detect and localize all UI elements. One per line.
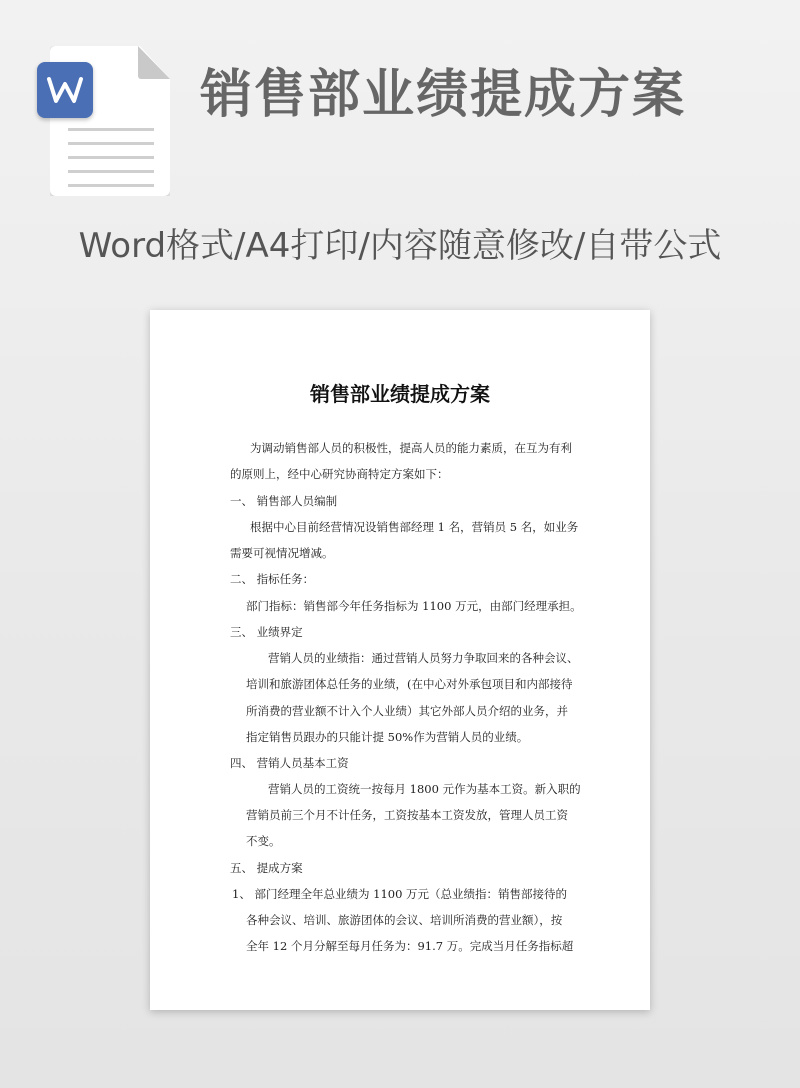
document-line: 二、 指标任务： bbox=[230, 572, 315, 586]
document-line: 四、 营销人员基本工资 bbox=[230, 756, 349, 770]
document-line: 的原则上，经中心研究协商特定方案如下： bbox=[230, 467, 449, 481]
document-preview bbox=[150, 310, 650, 1010]
document-line: 三、 业绩界定 bbox=[230, 625, 303, 639]
document-line: 指定销售员跟办的只能计提 50%作为营销人员的业绩。 bbox=[246, 730, 529, 744]
page-title: 销售部业绩提成方案 bbox=[200, 65, 687, 125]
document-line: 全年 12 个月分解至每月任务为：91.7 万。完成当月任务指标超 bbox=[246, 939, 574, 953]
document-line: 一、 销售部人员编制 bbox=[230, 494, 338, 508]
document-line: 五、 提成方案 bbox=[230, 861, 303, 875]
document-line: 需要可视情况增减。 bbox=[230, 546, 334, 560]
text-line-decoration bbox=[68, 128, 154, 131]
word-document-icon bbox=[37, 62, 93, 118]
document-line: 营销人员的业绩指：通过营销人员努力争取回来的各种会议、 bbox=[268, 651, 579, 665]
document-line: 各种会议、培训、旅游团体的会议、培训所消费的营业额），按 bbox=[246, 913, 563, 927]
document-line: 为调动销售部人员的积极性，提高人员的能力素质，在互为有利 bbox=[250, 441, 572, 455]
document-line: 所消费的营业额不计入个人业绩）其它外部人员介绍的业务，并 bbox=[246, 704, 568, 718]
document-line: 1、 部门经理全年总业绩为 1100 万元（总业绩指：销售部接待的 bbox=[232, 887, 568, 901]
document-line: 部门指标：销售部今年任务指标为 1100 万元，由部门经理承担。 bbox=[246, 599, 582, 613]
page-subtitle: Word格式/A4打印/内容随意修改/自带公式 bbox=[78, 226, 722, 266]
document-title: 销售部业绩提成方案 bbox=[310, 382, 490, 406]
text-line-decoration bbox=[68, 184, 154, 187]
document-line: 根据中心目前经营情况设销售部经理 1 名，营销员 5 名，如业务 bbox=[250, 520, 579, 534]
document-line: 营销员前三个月不计任务，工资按基本工资发放，管理人员工资 bbox=[246, 808, 568, 822]
text-line-decoration bbox=[68, 170, 154, 173]
text-line-decoration bbox=[68, 142, 154, 145]
text-line-decoration bbox=[68, 156, 154, 159]
document-line: 培训和旅游团体总任务的业绩，(在中心对外承包项目和内部接待 bbox=[246, 677, 573, 691]
document-line: 不变。 bbox=[246, 834, 281, 848]
document-line: 营销人员的工资统一按每月 1800 元作为基本工资。新入职的 bbox=[268, 782, 581, 796]
w-letter-icon bbox=[47, 76, 83, 104]
